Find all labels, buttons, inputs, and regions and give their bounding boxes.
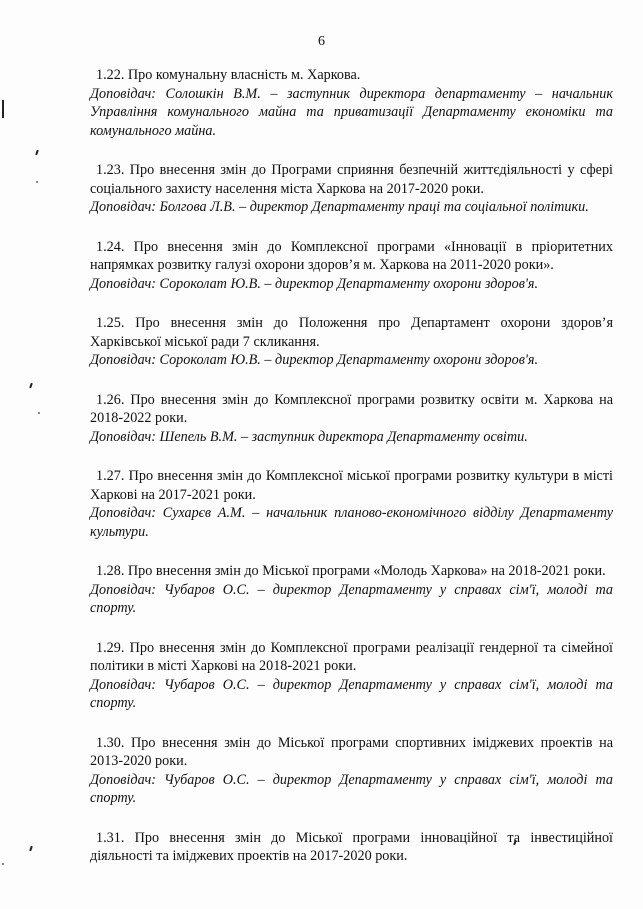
agenda-item (90, 161, 613, 217)
agenda-list (90, 66, 613, 887)
scan-artifact-dot (38, 412, 40, 414)
agenda-item-title: 1.22. Про комунальну власність м. Харкова. (96, 67, 361, 83)
agenda-item-title: 1.26. Про внесення змін до Комплексної програми розвитку освіти м. Харкова на 2018-2022 роки. (90, 391, 613, 426)
agenda-item (90, 639, 613, 713)
agenda-item-speaker: Доповідач: Болгова Л.В. – директор Департаменту праці та соціальної політики. (90, 199, 589, 215)
agenda-item (90, 734, 613, 808)
page-number: 6 (318, 34, 325, 49)
agenda-item-title: 1.29. Про внесення змін до Комплексної програми реалізації гендерної та сімейної політики в місті Харкові на 2018-2021 роки. (90, 639, 613, 674)
agenda-item-speaker: Доповідач: Чубаров О.С. – директор Департаменту у справах сім'ї, молоді та спорту. (90, 676, 613, 711)
agenda-item-speaker: Доповідач: Сороколат Ю.В. – директор Департаменту охорони здоров'я. (90, 352, 539, 368)
agenda-item-title: 1.30. Про внесення змін до Міської програми спортивних іміджевих проектів на 2013-2020 роки. (90, 734, 613, 769)
scan-artifact-dot (2, 863, 4, 865)
agenda-item (90, 391, 613, 447)
agenda-item-title: 1.27. Про внесення змін до Комплексної міської програми розвитку культури в місті Харкові на 2017-2021 роки. (90, 468, 613, 503)
scan-artifact-bar (2, 100, 4, 118)
agenda-item (90, 829, 613, 866)
agenda-item-speaker: Доповідач: Чубаров О.С. – директор Департаменту у справах сім'ї, молоді та спорту. (90, 771, 613, 806)
agenda-item-title: 1.25. Про внесення змін до Положення про Департамент охорони здоров’я Харківської міської ради 7 скликання. (90, 315, 613, 350)
agenda-item (90, 562, 613, 618)
agenda-item (90, 467, 613, 541)
scan-artifact-dot (36, 181, 38, 183)
agenda-item-speaker: Доповідач: Сухарєв А.М. – начальник планово-економічного відділу Департаменту культури. (90, 505, 613, 540)
scan-artifact-tick (35, 150, 39, 155)
agenda-item (90, 238, 613, 294)
agenda-item-title: 1.28. Про внесення змін до Міської програми «Молодь Харкова» на 2018-2021 роки. (96, 563, 606, 579)
agenda-item-speaker: Доповідач: Сороколат Ю.В. – директор Департаменту охорони здоров'я. (90, 275, 539, 292)
agenda-item-speaker: Доповідач: Чубаров О.С. – директор Департаменту у справах сім'ї, молоді та спорту. (90, 581, 613, 616)
agenda-item-title: 1.24. Про внесення змін до Комплексної програми «Інновації в пріоритетних напрямках розвитку галузі охорони здоров’я м. Харкова на 2011-2020 роки». (90, 238, 613, 273)
agenda-item-title: 1.23. Про внесення змін до Програми сприяння безпечній життєдіяльності у сфері соціального захисту населення міста Харкова на 2017-2020 роки. (90, 162, 613, 197)
scan-artifact-tick (29, 383, 33, 388)
scan-artifact-tick (29, 846, 33, 851)
agenda-item-speaker: Доповідач: Солошкін В.М. – заступник директора департаменту – начальник Управління комунального майна та приватизації Департаменту економіки та комунального майна. (90, 85, 613, 139)
agenda-item-speaker: Доповідач: Шепель В.М. – заступник директора Департаменту освіти. (90, 428, 528, 445)
agenda-item (90, 314, 613, 370)
agenda-item (90, 66, 613, 140)
agenda-item-title: 1.31. Про внесення змін до Міської програми інноваційної та інвестиційної діяльності та іміджевих проектів на 2017-2020 роки. (90, 829, 613, 864)
